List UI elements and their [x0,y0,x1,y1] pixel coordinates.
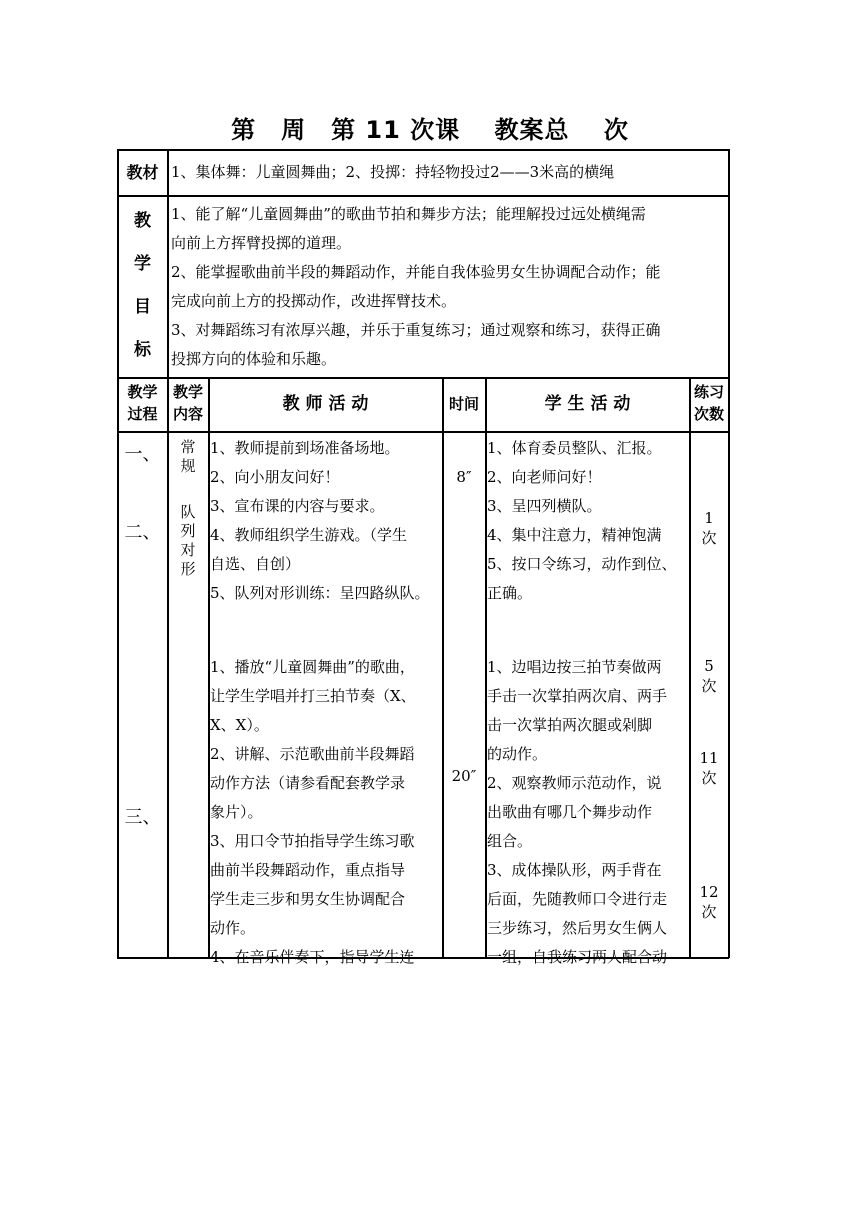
process-marker-2: 二、 [124,522,161,543]
header-count: 练习 次数 [693,383,724,423]
list-item: 正确。 [487,584,533,602]
header-time: 时间 [448,395,479,413]
section2-student [487,653,689,972]
list-item: 3、用口令节拍指导学生练习歌 [210,832,415,850]
practice-count-2: 5 次 [701,657,717,695]
list-item: 5、队列对形训练：呈四路纵队。 [210,584,430,602]
list-item: 3、呈四列横队。 [487,497,602,515]
material-label: 教材 [126,163,159,182]
objective-line: 1、能了解“儿童圆舞曲”的歌曲节拍和舞步方法；能理解投过远处横绳需 [171,205,646,223]
list-item: 2、讲解、示范歌曲前半段舞蹈 [210,745,415,763]
list-item: 3、宣布课的内容与要求。 [210,497,385,515]
list-item: 一组，自我练习两人配合动 [487,948,668,966]
list-item: 学生走三步和男女生协调配合 [210,890,406,908]
objective-line: 完成向前上方的投掷动作，改进挥臂技术。 [171,292,457,310]
practice-count-3: 11 次 [699,749,719,787]
material-content: 1、集体舞：儿童圆舞曲；2、投掷：持轻物投过2——3米高的横绳 [171,163,615,181]
list-item: 手击一次掌拍两次肩、两手 [487,687,668,705]
list-item: 1、教师提前到场准备场地。 [210,439,400,457]
list-item: 2、观察教师示范动作，说 [487,774,662,792]
list-item: 4、教师组织学生游戏。（学生 [210,526,408,544]
header-student: 学 生 活 动 [544,394,631,414]
list-item: 动作方法（请参看配套教学录 [210,774,406,792]
list-item: 让学生学唱并打三拍节奏（X、 [210,687,416,705]
list-item: 自选、自创） [210,555,301,573]
objectives-content [171,200,727,372]
objective-line: 2、能掌握歌曲前半段的舞蹈动作，并能自我体验男女生协调配合动作；能 [171,263,661,281]
header-content: 教学 内容 [172,383,203,423]
practice-count-1: 1 次 [701,509,717,547]
list-item: 1、边唱边按三拍节奏做两 [487,658,662,676]
section1-time: 8″ [456,468,472,486]
list-item: 出歌曲有哪几个舞步动作 [487,803,653,821]
section2-time: 20″ [451,767,477,785]
content-formation: 队 列 对 形 [180,503,196,578]
objectives-label: 教 学 目 标 [134,211,151,360]
list-item: 击一次掌拍两次腿或剁脚 [487,716,653,734]
process-marker-1: 一、 [124,444,161,465]
list-item: X、X）。 [210,716,269,734]
header-teacher: 教 师 活 动 [282,394,369,414]
content-routine: 常 规 [180,438,196,475]
section2-teacher [210,653,442,972]
list-item: 的动作。 [487,745,548,763]
objective-line: 向前上方挥臂投掷的道理。 [171,234,352,252]
list-item: 后面，先随教师口令进行走 [487,890,668,908]
list-item: 三步练习，然后男女生俩人 [487,919,668,937]
section1-teacher [210,434,442,608]
list-item: 2、向小朋友问好！ [210,468,340,486]
process-marker-3: 三、 [124,807,161,828]
practice-count-4: 12 次 [699,883,719,921]
list-item: 1、体育委员整队、汇报。 [487,439,662,457]
list-item: 4、在音乐伴奏下，指导学生连 [210,948,415,966]
list-item: 象片）。 [210,803,263,821]
objective-line: 投掷方向的体验和乐趣。 [171,350,337,368]
list-item: 5、按口令练习，动作到位、 [487,555,677,573]
list-item: 1、播放“儿童圆舞曲”的歌曲， [210,658,415,676]
list-item: 曲前半段舞蹈动作，重点指导 [210,861,406,879]
list-item: 组合。 [487,832,533,850]
list-item: 3、成体操队形，两手背在 [487,861,662,879]
list-item: 动作。 [210,919,256,937]
list-item: 4、集中注意力，精神饱满 [487,526,662,544]
lesson-plan-title: 第 周 第 11 次课 教案总 次 [231,116,629,144]
header-process: 教学 过程 [127,383,158,423]
section1-student [487,434,689,608]
list-item: 2、向老师问好！ [487,468,602,486]
objective-line: 3、对舞蹈练习有浓厚兴趣，并乐于重复练习；通过观察和练习，获得正确 [171,321,661,339]
